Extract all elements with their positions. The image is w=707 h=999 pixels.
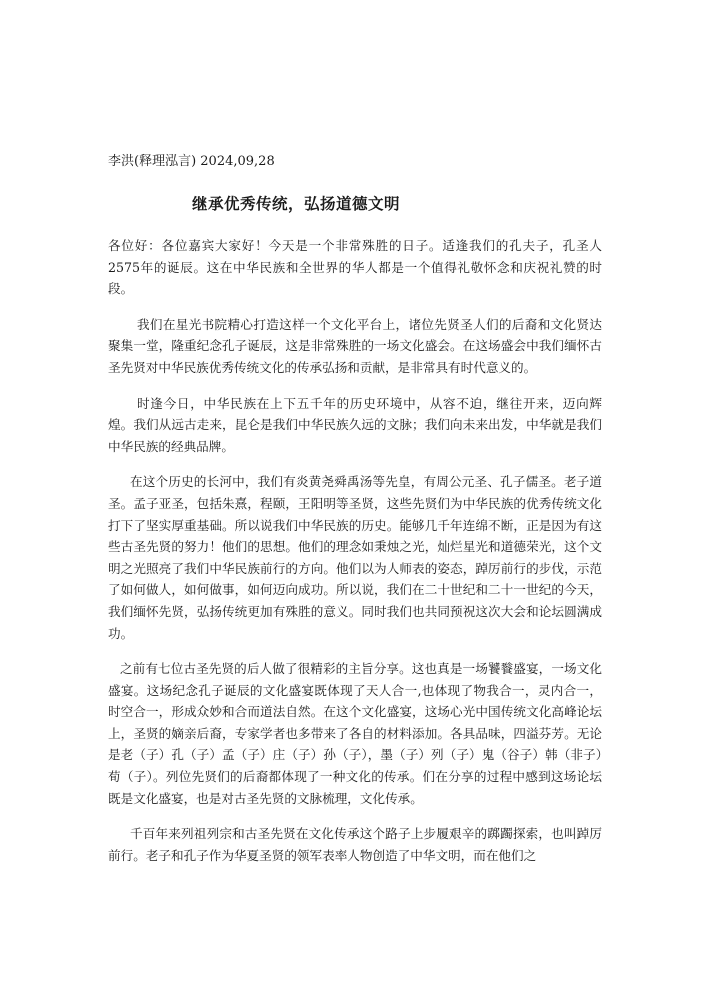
paragraph-today: 时逢今日，中华民族在上下五千年的历史环境中，从容不迫，继往开来，迈向辉煌。我们从远古走来，昆仑是我们中华民族久远的文脉；我们向未来出发，中华就是我们中华民族的经典品牌。 xyxy=(108,395,602,454)
author-date-line: 李洪(释理泓言) 2024,09,28 xyxy=(108,154,275,169)
paragraph-ancestors: 千百年来列祖列宗和古圣先贤在文化传承这个路子上步履艰辛的踯躅探索，也叫踔厉前行。老子和孔子作为华夏圣贤的领军表率人物创造了中华文明，而在他们之 xyxy=(108,826,602,863)
paragraph-xingguang-academy: 我们在星光书院精心打造这样一个文化平台上，诸位先贤圣人们的后裔和文化贤达聚集一堂，隆重纪念孔子诞辰，这是非常殊胜的一场文化盛会。在这场盛会中我们缅怀古圣先贤对中华民族优秀传统文化的传承弘扬和贡献，是非常具有时代意义的。 xyxy=(108,316,602,375)
paragraph-descendants: 之前有七位古圣先贤的后人做了很精彩的主旨分享。这也真是一场饕餮盛宴，一场文化盛宴。这场纪念孔子诞辰的文化盛宴既体现了天人合一,也体现了物我合一，灵内合一，时空合一，形成众妙和合而道法自然。在这个文化盛宴，这场心光中国传统文化高峰论坛上，圣贤的嫡亲后裔，专家学者也多带来了各自的材料添加。各具品味，四溢芬芳。无论是老（子）孔（子）孟（子）庄（子）孙（子），墨（子）列（子）鬼（谷子）韩（非子）荀（子）。列位先贤们的后裔都体现了一种文化的传承。们在分享的过程中感到这场论坛既是文化盛宴，也是对古圣先贤的文脉梳理，文化传承。 xyxy=(108,661,602,806)
document-body xyxy=(108,235,602,880)
document-title: 继承优秀传统，弘扬道德文明 xyxy=(192,195,401,213)
paragraph-greeting: 各位好：各位嘉宾大家好！今天是一个非常殊胜的日子。适逢我们的孔夫子，孔圣人2575年的诞辰。这在中华民族和全世界的华人都是一个值得礼敬怀念和庆祝礼赞的时段。 xyxy=(108,238,602,297)
paragraph-history: 在这个历史的长河中，我们有炎黄尧舜禹汤等先皇，有周公元圣、孔子儒圣。老子道圣。孟子亚圣，包括朱熹，程颐，王阳明等圣贤，这些先贤们为中华民族的优秀传统文化打下了坚实厚重基础。所以说我们中华民族的历史。能够几千年连绵不断，正是因为有这些古圣先贤的努力！他们的思想。他们的理念如秉烛之光，灿烂星光和道德荣光，这个文明之光照亮了我们中华民族前行的方向。他们以为人师表的姿态，踔厉前行的步伐，示范了如何做人，如何做事，如何迈向成功。所以说，我们在二十世纪和二十一世纪的今天，我们缅怀先贤，弘扬传统更加有殊胜的意义。同时我们也共同预祝这次大会和论坛圆满成功。 xyxy=(108,474,602,641)
